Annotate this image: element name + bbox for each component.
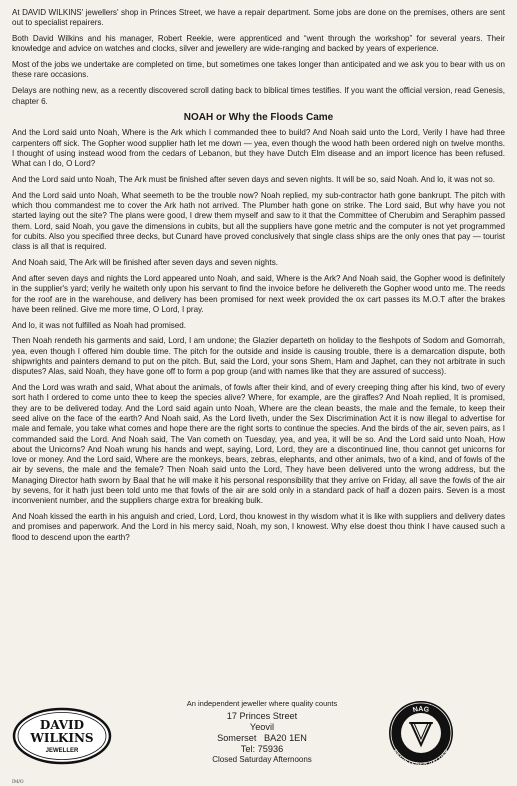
intro-paragraph-3: Most of the jobs we undertake are completed on time, but sometimes one takes longer than anticipated and we ask you to bear with us on these rare occasions. [12,60,505,80]
opening-hours: Closed Saturday Afternoons [212,755,312,764]
story-paragraph-9: And Noah kissed the earth in his anguish and cried, Lord, Lord, thou knowest in thy wisdom what it is like with suppliers and delivery dates and promises and paperwork. And the Lord in his mercy said, Noah, my son, I knowest. Why else doest thou think I have caused such a flood to descend upon the earth? [12,512,505,542]
story-paragraph-5: And after seven days and nights the Lord appeared unto Noah, and said, Where is the Ark? And Noah said, the Gopher wood is definitely in the supplier's yard; verily he waiteth only upon his servant to find the invoice before he delivereth the Gopher wood unto me. The reeds for the roof are in the warehouse, and delivery has been promised for next week provided the ox cart passes its M.O.T after the brakes have been relined. Give me more time, O Lord, I pray. [12,273,505,314]
story-paragraph-6: And lo, it was not fulfilled as Noah had promised. [12,320,186,330]
intro-paragraph-4: Delays are nothing new, as a recently discovered scroll dating back to biblical times testifies. If you want the official version, read Genesis, chapter 6. [12,86,505,106]
story-paragraph-7: Then Noah rendeth his garments and said, Lord, I am undone; the Glazier departeth on holiday to the fleshpots of Sodom and Gomorrah, yea, even though I offered him double time. The pitch for the outside and inside is causing trouble, there is a demarcation dispute, both shipwrights and painters demand to put on the pitch. But, said the Lord, your sons Shem, Ham and Japhet, can they not arbitrate in such disputes? Alas, said Noah, they have gone off to form a pop group (and with names like that they are assured of success). [12,336,505,377]
story-title: NOAH or Why the Floods Came [183,112,334,124]
logo-david-text: DAVID [39,718,85,732]
logo-jeweller-text: JEWELLER [45,748,79,754]
address-line-2: Yeovil [249,722,275,732]
story-paragraph-3: And the Lord said unto Noah, What seemeth to be the trouble now? Noah replied, my sub-contractor hath gone bankrupt. The pitch with which thou commandest me to cover the Ark hath not arrived. The Plumber hath gone on strike. The Lord said, But why have you not started laying out the site? The plans were good, I drew them myself and saw to it that the Committee of Cherubim and Seraphim passed them. Lord, said Noah, you gave the dimensions in cubits, but all the suppliers have gone metric and the computer is not yet programmed for cubits. Also you specified three decks, but Cunard have proved conclusively that single class ships are the only ones that pay — tourist class is all that is required. [12,190,505,252]
address-line-1: 17 Princes Street [226,711,298,721]
shop-details [157,699,367,765]
address-line-3: Somerset BA20 1EN [217,733,307,743]
tagline: An independent jeweller where quality counts [186,699,338,708]
logo-wilkins-text: WILKINS [30,731,94,745]
intro-section [12,8,505,107]
nag-registered-valuer-seal [387,699,455,767]
print-code: IM/O [12,780,24,785]
telephone: Tel: 75936 [240,744,284,754]
story-paragraph-2: And the Lord said unto Noah, The Ark must be finished after seven days and seven nights. It will be so, said Noah. And lo, it was not so. [12,175,495,185]
footer [12,699,505,785]
seal-bottom-text: REGISTERED VALUER [391,748,451,767]
seal-top-text: NAG [412,705,430,715]
intro-paragraph-2: Both David Wilkins and his manager, Robert Reekie, were apprenticed and “went through the workshop” for several years. Their knowledge and advice on watches and clocks, silver and jewellery are wide-ranging and backed by years of experience. [12,34,505,54]
story-section [12,128,505,543]
intro-paragraph-1: At DAVID WILKINS' jewellers' shop in Princes Street, we have a repair department. Some jobs are done on the premises, others are sent out to specialist repairers. [12,8,505,28]
story-paragraph-1: And the Lord said unto Noah, Where is the Ark which I commanded thee to build? And Noah said unto the Lord, Verily I have had three carpenters off sick. The Gopher wood supplier hath let me down — yea, even though the wood hath been ordered nigh on twelve months. I thought of using instead wood from the cedars of Lebanon, but they have Dutch Elm disease and an import licence has been refused. What can I do, O Lord? [12,128,505,169]
david-wilkins-logo [12,707,112,765]
story-paragraph-8: And the Lord was wrath and said, What about the animals, of fowls after their kind, and of every creeping thing after his kind, two of every sort hath I ordered to come unto thee to keep the species alive? Where, for example, are the giraffes? And Noah replied, It is promised, they are to be delivered today. And the Lord said again unto Noah, Where are the clean beasts, the male and the female, to keep their seed alive on the face of the earth? And Noah said, As the Lord liveth, under the Sex Discrimination Act it is now illegal to advertise for male and female, you take what comes and hope there are the right sorts to continue the species. And the birds of the air, seven pairs, as I commanded said the Lord. And Noah said, The Van cometh on Tuesday, yea, and yea, it will be so. And the Lord said unto Noah, How about the Unicorns? And Noah wrung his hands and wept, saying, Lord, Lord, they are a discontinued line, thou cannot get unicorns for love or money. And the Lord said, Where are the monkeys, bears, zebras, elephants, and other animals, two of a kind, and of fowls of the air by sevens, the male and the female? Then Noah said unto the Lord, They have been delivered unto the wrong address, but the Managing Director hath sworn by Baal that he will make it his personal responsibility that they arrive on Friday, all save the fowls of the air by sevens, for it hath just been told unto me that fowls of the air are sold only in a standard pack of half a dozen pairs. Seven is a most inconvenient number, and the suppliers charge extra for breaking bulk. [12,383,505,506]
story-paragraph-4: And Noah said, The Ark will be finished after seven days and seven nights. [12,258,279,268]
